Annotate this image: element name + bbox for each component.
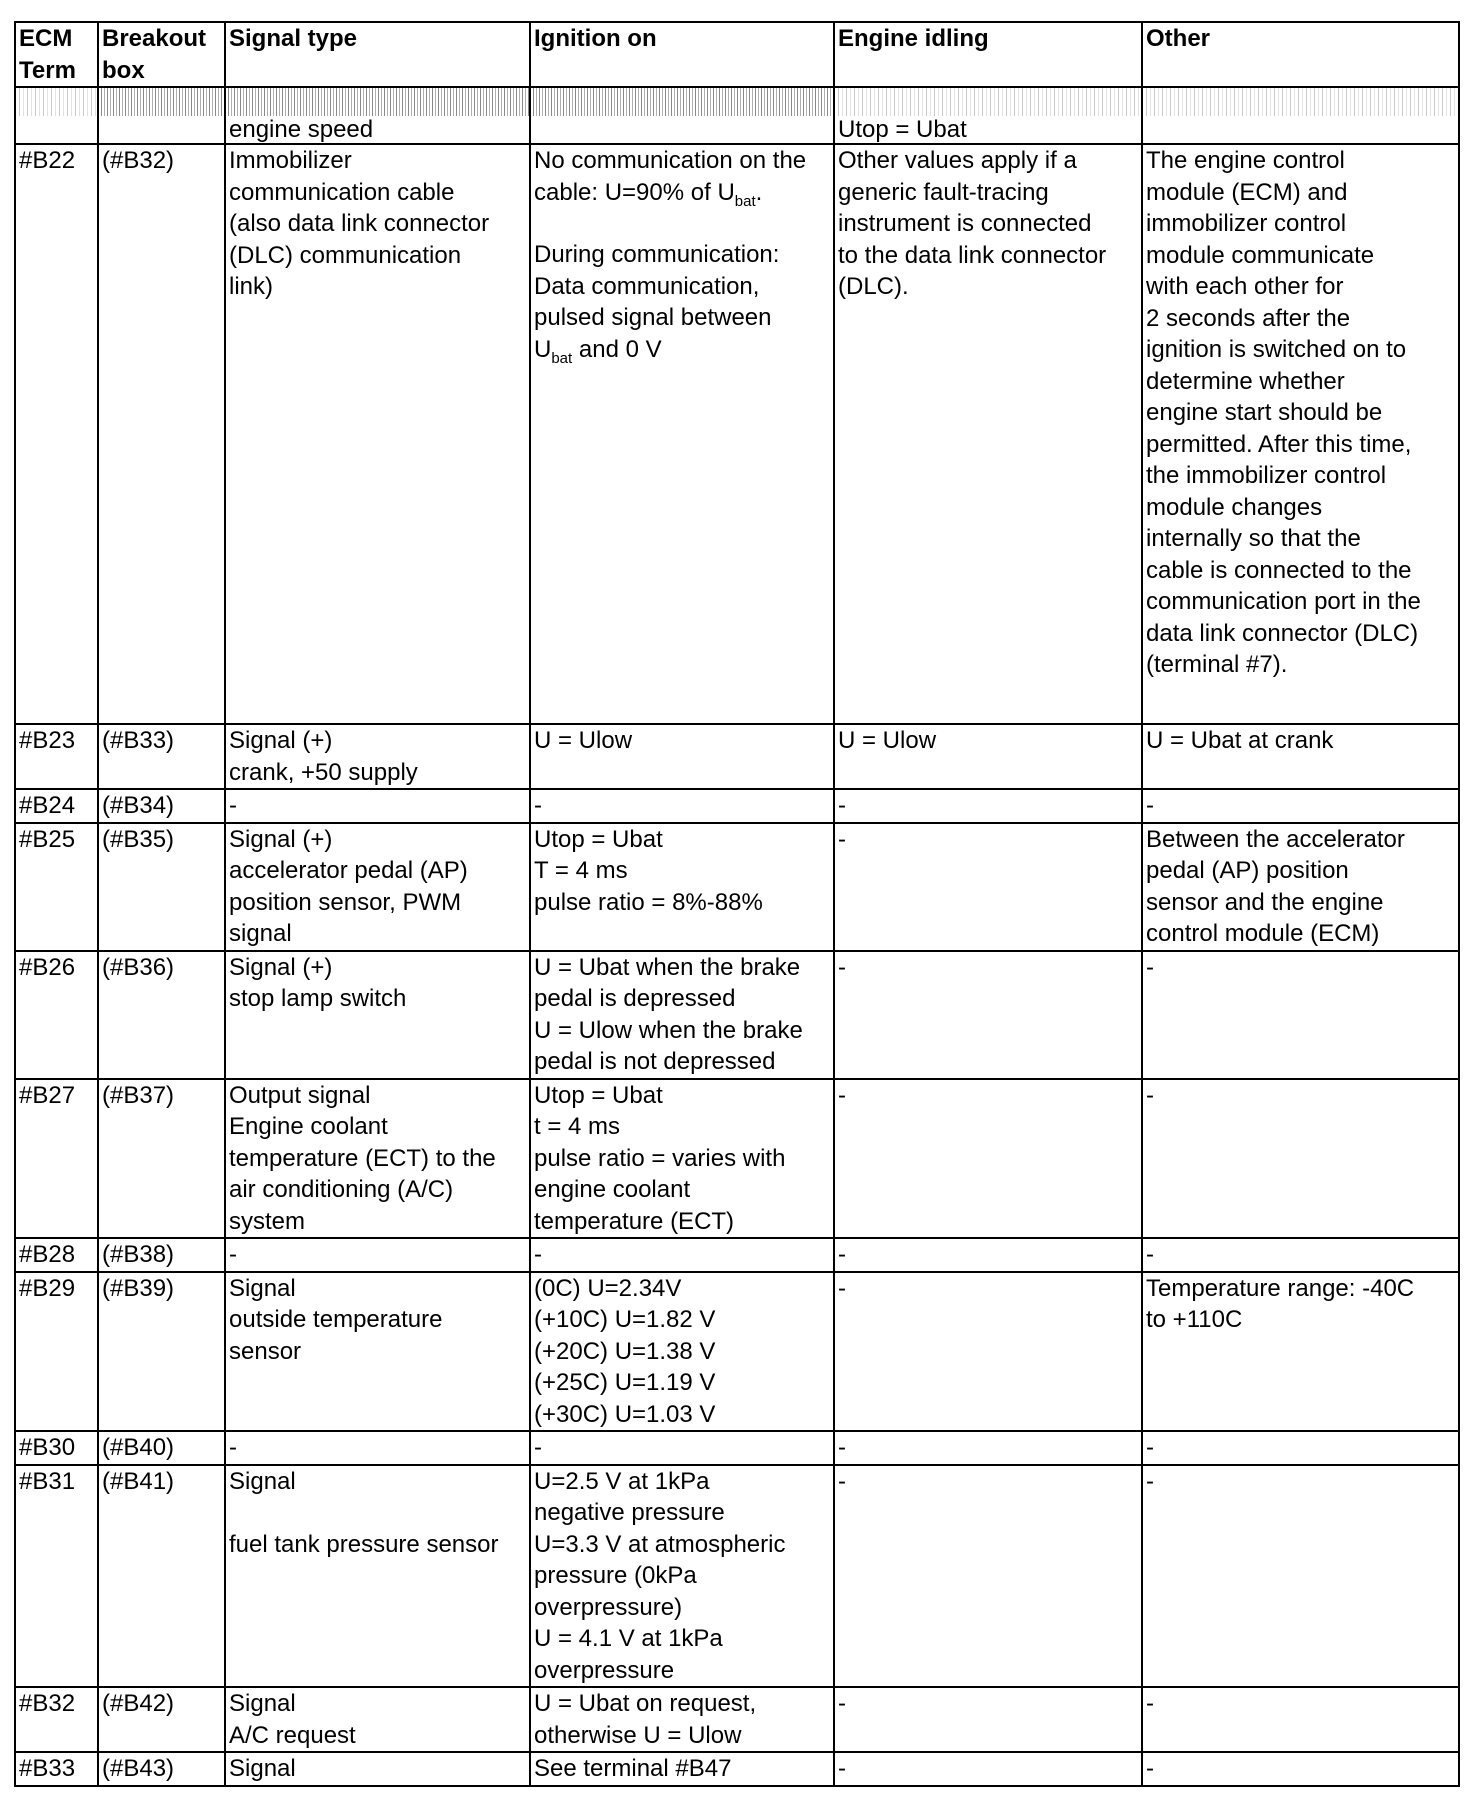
cell-signal-type: Signal outside temperature sensor: [225, 1272, 530, 1432]
cell-breakout-box: (#B40): [98, 1431, 225, 1465]
cell-ecm-term: #B30: [15, 1431, 98, 1465]
partial-other: [1142, 87, 1459, 144]
partial-term: [15, 87, 98, 144]
cell-ecm-term: #B31: [15, 1465, 98, 1688]
cell-other: -: [1142, 789, 1459, 823]
partial-engine-idling: Utop = Ubat: [834, 87, 1142, 144]
cell-ecm-term: #B26: [15, 951, 98, 1079]
cell-signal-type: Signal (+) stop lamp switch: [225, 951, 530, 1079]
cell-other: -: [1142, 1752, 1459, 1786]
table-row: [15, 789, 1459, 823]
partial-box: [98, 87, 225, 144]
cell-ecm-term: #B33: [15, 1752, 98, 1786]
cell-ignition-on: No communication on the cable: U=90% of $U_{bat}$. During communication: Data communication, pulsed signal between $U_{bat}$ and 0 V: [530, 144, 834, 724]
cell-breakout-box: (#B41): [98, 1465, 225, 1688]
ecm-terminal-table: [14, 21, 1460, 1787]
cell-other: -: [1142, 1465, 1459, 1688]
cell-signal-type: Signal (+) crank, +50 supply: [225, 724, 530, 789]
cell-breakout-box: (#B34): [98, 789, 225, 823]
cell-breakout-box: (#B35): [98, 823, 225, 951]
cell-signal-type: -: [225, 1431, 530, 1465]
table-header-row: [15, 22, 1459, 87]
cell-ignition-on: -: [530, 1431, 834, 1465]
partial-signal-type: engine speed: [225, 87, 530, 144]
cell-engine-idling: -: [834, 951, 1142, 1079]
cell-ignition-on: -: [530, 1238, 834, 1272]
table-row: [15, 823, 1459, 951]
table-row: [15, 1687, 1459, 1752]
cell-ignition-on: U = Ulow: [530, 724, 834, 789]
cell-ecm-term: #B28: [15, 1238, 98, 1272]
cell-ignition-on: Utop = Ubat T = 4 ms pulse ratio = 8%-88%: [530, 823, 834, 951]
cell-ignition-on: Utop = Ubat t = 4 ms pulse ratio = varies with engine coolant temperature (ECT): [530, 1079, 834, 1239]
table-row: [15, 724, 1459, 789]
cell-engine-idling: -: [834, 823, 1142, 951]
table-row: [15, 144, 1459, 724]
cell-breakout-box: (#B38): [98, 1238, 225, 1272]
table-row: [15, 1079, 1459, 1239]
table-row: [15, 1238, 1459, 1272]
cell-signal-type: Signal: [225, 1752, 530, 1786]
cell-engine-idling: -: [834, 1752, 1142, 1786]
cell-ignition-on: U = Ubat on request, otherwise U = Ulow: [530, 1687, 834, 1752]
cell-other: U = Ubat at crank: [1142, 724, 1459, 789]
header-signal-type: Signal type: [225, 22, 530, 87]
cell-engine-idling: -: [834, 1272, 1142, 1432]
cell-engine-idling: -: [834, 1465, 1142, 1688]
cell-ignition-on: U=2.5 V at 1kPa negative pressure U=3.3 V at atmospheric pressure (0kPa overpressure) U = 4.1 V at 1kPa overpressure: [530, 1465, 834, 1688]
cell-other: Between the accelerator pedal (AP) position sensor and the engine control module (ECM): [1142, 823, 1459, 951]
cell-breakout-box: (#B33): [98, 724, 225, 789]
cell-other: -: [1142, 1431, 1459, 1465]
cell-ignition-on: (0C) U=2.34V (+10C) U=1.82 V (+20C) U=1.38 V (+25C) U=1.19 V (+30C) U=1.03 V: [530, 1272, 834, 1432]
document-page: [14, 21, 1458, 1787]
cell-ecm-term: #B27: [15, 1079, 98, 1239]
cell-signal-type: -: [225, 789, 530, 823]
header-breakout-box: Breakout box: [98, 22, 225, 87]
cell-engine-idling: U = Ulow: [834, 724, 1142, 789]
table-row: [15, 951, 1459, 1079]
cell-engine-idling: Other values apply if a generic fault-tracing instrument is connected to the data link connector (DLC).: [834, 144, 1142, 724]
cell-ecm-term: #B32: [15, 1687, 98, 1752]
cell-ecm-term: #B24: [15, 789, 98, 823]
header-ignition-on: Ignition on: [530, 22, 834, 87]
cell-engine-idling: -: [834, 1079, 1142, 1239]
cell-breakout-box: (#B43): [98, 1752, 225, 1786]
cell-other: -: [1142, 1079, 1459, 1239]
cell-breakout-box: (#B37): [98, 1079, 225, 1239]
cell-breakout-box: (#B36): [98, 951, 225, 1079]
cell-ecm-term: #B29: [15, 1272, 98, 1432]
cell-signal-type: Signal A/C request: [225, 1687, 530, 1752]
table-row: [15, 1465, 1459, 1688]
cell-signal-type: Immobilizer communication cable (also data link connector (DLC) communication link): [225, 144, 530, 724]
cell-ignition-on: See terminal #B47: [530, 1752, 834, 1786]
table-row: [15, 1431, 1459, 1465]
cell-signal-type: Output signal Engine coolant temperature (ECT) to the air conditioning (A/C) system: [225, 1079, 530, 1239]
cell-breakout-box: (#B32): [98, 144, 225, 724]
header-ecm-term: ECM Term: [15, 22, 98, 87]
partial-ignition-on: [530, 87, 834, 144]
cell-ignition-on: U = Ubat when the brake pedal is depressed U = Ulow when the brake pedal is not depressed: [530, 951, 834, 1079]
table-row: [15, 1752, 1459, 1786]
cell-engine-idling: -: [834, 1687, 1142, 1752]
cell-ecm-term: #B23: [15, 724, 98, 789]
cell-other: -: [1142, 1687, 1459, 1752]
cell-other: -: [1142, 951, 1459, 1079]
cell-breakout-box: (#B42): [98, 1687, 225, 1752]
cell-ignition-on: -: [530, 789, 834, 823]
partial-row: [15, 87, 1459, 144]
header-other: Other: [1142, 22, 1459, 87]
cell-signal-type: Signal (+) accelerator pedal (AP) position sensor, PWM signal: [225, 823, 530, 951]
header-engine-idling: Engine idling: [834, 22, 1142, 87]
cell-breakout-box: (#B39): [98, 1272, 225, 1432]
cell-engine-idling: -: [834, 789, 1142, 823]
cell-signal-type: -: [225, 1238, 530, 1272]
cell-other: -: [1142, 1238, 1459, 1272]
cell-other: Temperature range: -40C to +110C: [1142, 1272, 1459, 1432]
cell-ecm-term: #B22: [15, 144, 98, 724]
table-row: [15, 1272, 1459, 1432]
cell-ecm-term: #B25: [15, 823, 98, 951]
cell-other: The engine control module (ECM) and immobilizer control module communicate with each other for 2 seconds after the ignition is switched on to determine whether engine start should be permitted. After this time, the immobilizer control module changes internally so that the cable is connected to the communication port in the data link connector (DLC) (terminal #7).: [1142, 144, 1459, 724]
cell-engine-idling: -: [834, 1238, 1142, 1272]
cell-engine-idling: -: [834, 1431, 1142, 1465]
cell-signal-type: Signal fuel tank pressure sensor: [225, 1465, 530, 1688]
